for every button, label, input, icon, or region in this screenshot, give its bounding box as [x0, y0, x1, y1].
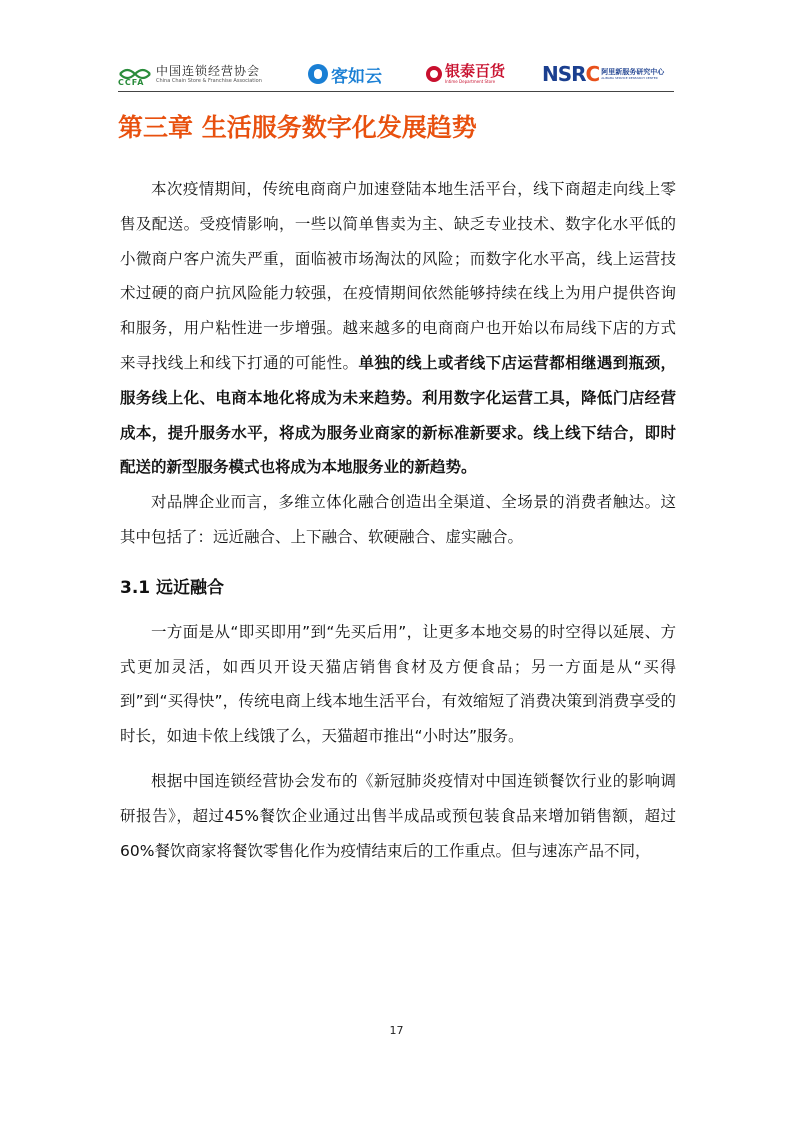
- header-divider: [118, 91, 674, 92]
- page-header: [118, 58, 674, 90]
- body-content: [120, 172, 676, 868]
- paragraph-near-far: 一方面是从“即买即用”到“先买后用”，让更多本地交易的时空得以延展、方式更加灵活，如西贝开设天猫店销售食材及方便食品；另一方面是从“买得到”到“买得快”，传统电商上线本地生活平台，有效缩短了消费决策到消费享受的时长，如迪卡侬上线饿了么，天猫超市推出“小时达”服务。: [120, 622, 676, 746]
- nsrc-name-cn: 阿里新服务研究中心: [601, 67, 665, 76]
- chapter-title: 第三章 生活服务数字化发展趋势: [118, 113, 477, 142]
- paragraph-report: 根据中国连锁经营协会发布的《新冠肺炎疫情对中国连锁餐饮行业的影响调研报告》，超过45%餐饮企业通过出售半成品或预包装食品来增加销售额，超过60%餐饮商家将餐饮零售化作为疫情结束后的工作重点。但与速冻产品不同，: [120, 771, 676, 860]
- ccfa-logo: [118, 58, 262, 90]
- intime-name-en: Intime Department Store: [445, 79, 496, 84]
- intime-name-cn: 银泰百货: [445, 62, 506, 80]
- keruyun-logo: [308, 58, 382, 90]
- keruyun-name: 客如云: [331, 66, 382, 87]
- intime-logo: [426, 58, 505, 90]
- paragraph-intro-bold: 单独的线上或者线下店运营都相继遇到瓶颈，服务线上化、电商本地化将成为未来趋势。利用数字化运营工具，降低门店经营成本，提升服务水平，将成为服务业商家的新标准新要求。线上线下结合，即时配送的新型服务模式也将成为本地服务业的新趋势。: [120, 353, 676, 477]
- section-title: 3.1 远近融合: [120, 577, 225, 598]
- page-number: 17: [389, 1024, 404, 1037]
- ccfa-name-en: China Chain Store & Franchise Association: [156, 77, 262, 84]
- ccfa-abbr: CCFA: [118, 78, 145, 87]
- paragraph-intro: [120, 172, 676, 485]
- keruyun-mark-icon: [308, 64, 328, 84]
- intime-mark-icon: [426, 66, 442, 82]
- paragraph-brand: 对品牌企业而言，多维立体化融合创造出全渠道、全场景的消费者触达。这其中包括了：远近融合、上下融合、软硬融合、虚实融合。: [120, 493, 676, 546]
- nsrc-abbr: NSRC: [542, 62, 600, 86]
- nsrc-name-en: ALIBABA SERVICE RESEARCH CENTER: [601, 75, 658, 80]
- ccfa-name-cn: 中国连锁经营协会: [156, 63, 261, 78]
- nsrc-logo: [542, 58, 664, 90]
- paragraph-intro-text: 本次疫情期间，传统电商商户加速登陆本地生活平台，线下商超走向线上零售及配送。受疫情影响，一些以简单售卖为主、缺乏专业技术、数字化水平低的小微商户客户流失严重，面临被市场淘汰的风险；而数字化水平高，线上运营技术过硬的商户抗风险能力较强，在疫情期间依然能够持续在线上为用户提供咨询和服务，用户粘性进一步增强。越来越多的电商商户也开始以布局线下店的方式来寻找线上和线下打通的可能性。: [120, 180, 676, 372]
